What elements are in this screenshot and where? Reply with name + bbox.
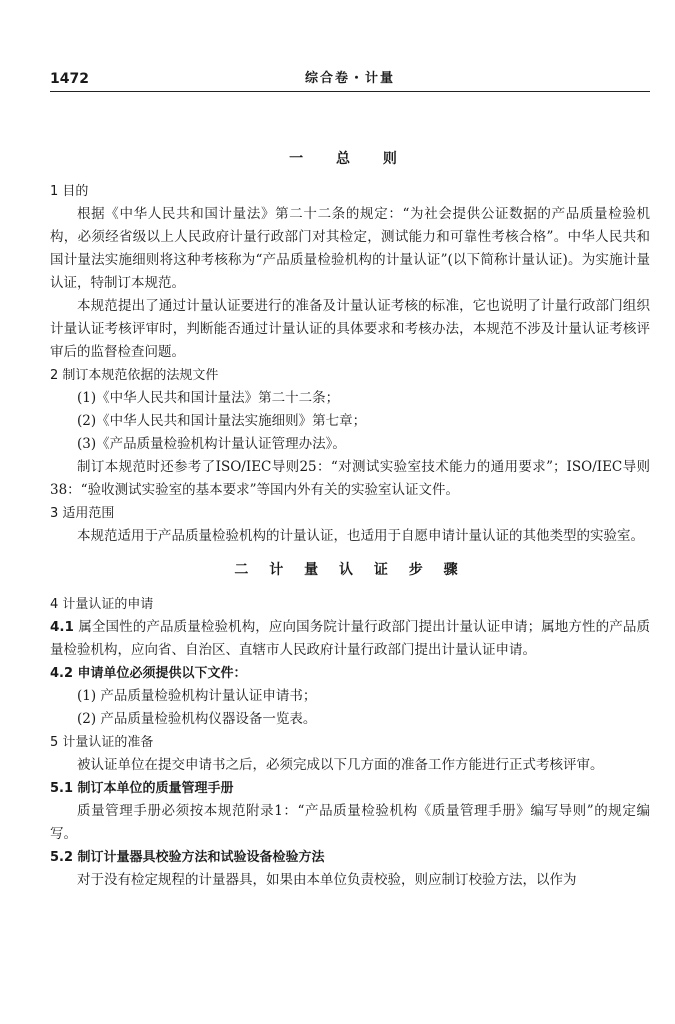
paragraph: 对于没有检定规程的计量器具，如果由本单位负责校验，则应制订校验方法，以作为 (77, 872, 577, 888)
list-item: (2)《中华人民共和国计量法实施细则》第七章； (77, 413, 367, 429)
section-heading: 3 适用范围 (50, 506, 115, 521)
chapter-title: 一 总 则 (289, 151, 411, 167)
page-header (50, 70, 650, 92)
paragraph: 本规范提出了通过计量认证要进行的准备及计量认证考核的标准，它也说明了计量行政部门组织计量认证考核评审时，判断能否通过计量认证的具体要求和考核办法，本规范不涉及计量认证考核评审后的监督检查问题。 (50, 298, 650, 360)
page-number: 1472 (50, 71, 89, 87)
section-heading: 5 计量认证的准备 (50, 735, 154, 750)
paragraph: 制订本规范时还参考了ISO/IEC导则25：“对测试实验室技术能力的通用要求”；ISO/IEC导则38：“验收测试实验室的基本要求”等国内外有关的实验室认证文件。 (50, 459, 650, 498)
header-rule (50, 91, 650, 92)
clause-number: 4.1 (50, 619, 74, 635)
list-item: (2) 产品质量检验机构仪器设备一览表。 (77, 711, 317, 727)
chapter-title: 二 计 量 认 证 步 骤 (234, 562, 466, 578)
paragraph (50, 616, 650, 662)
clause-heading: 5.1 制订本单位的质量管理手册 (50, 781, 234, 796)
list-item: (1)《中华人民共和国计量法》第二十二条； (77, 390, 340, 406)
paragraph: 被认证单位在提交申请书之后，必须完成以下几方面的准备工作方能进行正式考核评审。 (77, 757, 604, 773)
section-heading: 1 目的 (50, 184, 89, 199)
clause-text: 属全国性的产品质量检验机构，应向国务院计量行政部门提出计量认证申请；属地方性的产品质量检验机构，应向省、自治区、直辖市人民政府计量行政部门提出计量认证申请。 (50, 619, 650, 658)
paragraph: 根据《中华人民共和国计量法》第二十二条的规定：“为社会提供公证数据的产品质量检验机构，必须经省级以上人民政府计量行政部门对其检定，测试能力和可靠性考核合格”。中华人民共和国计量法实施细则将这种考核称为“产品质量检验机构的计量认证”(以下简称计量认证)。为实施计量认证，特制订本规范。 (50, 206, 650, 291)
list-item: (1) 产品质量检验机构计量认证申请书； (77, 688, 317, 704)
clause-heading: 4.2 申请单位必须提供以下文件： (50, 666, 247, 681)
section-heading: 2 制订本规范依据的法规文件 (50, 368, 219, 383)
clause-heading: 5.2 制订计量器具校验方法和试验设备检验方法 (50, 850, 325, 865)
paragraph: 本规范适用于产品质量检验机构的计量认证，也适用于自愿申请计量认证的其他类型的实验室。 (77, 528, 644, 544)
section-heading: 4 计量认证的申请 (50, 597, 154, 612)
paragraph: 质量管理手册必须按本规范附录1：“产品质量检验机构《质量管理手册》编写导则”的规定编写。 (50, 803, 650, 842)
body-text (50, 148, 650, 892)
list-item: (3)《产品质量检验机构计量认证管理办法》。 (77, 436, 346, 452)
running-title: 综合卷・计量 (304, 71, 395, 86)
